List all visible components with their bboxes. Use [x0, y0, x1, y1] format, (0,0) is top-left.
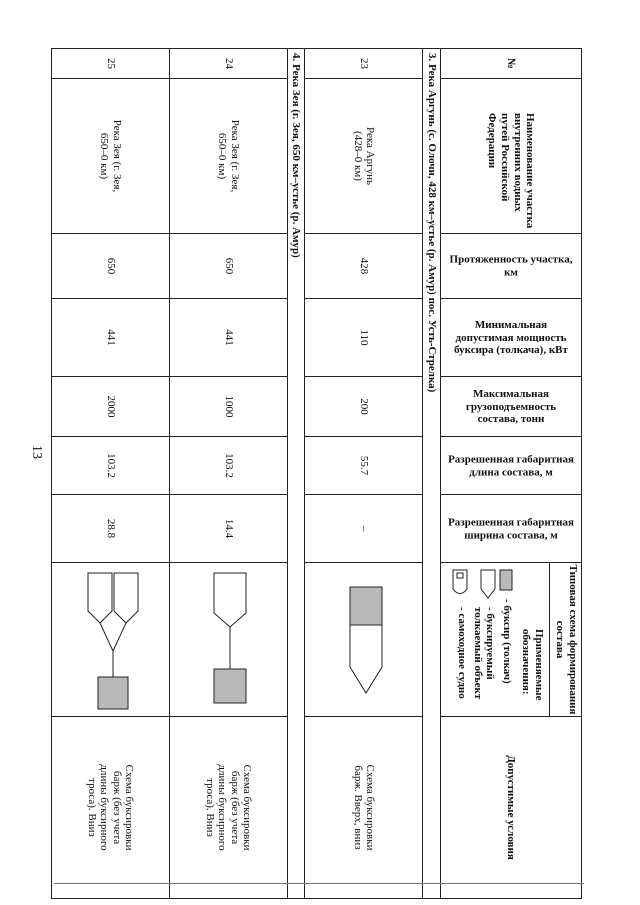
row-length: 650 — [51, 234, 169, 299]
push-scheme-diagram — [305, 563, 423, 717]
push-scheme-svg — [342, 567, 390, 717]
tug-block — [350, 587, 382, 625]
col-scheme-header — [441, 563, 582, 717]
row-length: 650 — [169, 234, 287, 299]
col-capacity-header: Максимальная грузоподъемность состава, тонн — [441, 377, 582, 437]
legend-item-barge: - буксируемый толкаемый объект — [471, 569, 496, 710]
row-length: 428 — [305, 234, 423, 299]
row-capacity: 2000 — [51, 377, 169, 437]
table-row — [305, 49, 423, 899]
row-name: Река Зея (г. Зея, 650–0 км) — [169, 79, 287, 234]
page-number: 13 — [29, 445, 44, 459]
header-row — [441, 49, 582, 899]
row-power: 441 — [169, 299, 287, 377]
row-max-width: 14.4 — [169, 495, 287, 563]
row-no: 25 — [51, 49, 169, 79]
section-title: 3. Река Аргунь (с. Олочи, 428 км–устье (р. Амур) пос. Усть-Стрелка) — [423, 49, 441, 899]
tow-rope-right — [100, 623, 113, 651]
row-max-width: – — [305, 495, 423, 563]
page-bottom-rule — [54, 883, 584, 884]
legend-item-tug: - буксир (толкач) — [499, 569, 513, 710]
section-row — [423, 49, 441, 899]
tow-two-scheme-diagram — [51, 563, 169, 717]
row-name: Река Аргунь (428–0 км) — [305, 79, 423, 234]
barge-shape-right — [88, 573, 112, 623]
section-row — [287, 49, 305, 899]
col-max-width-header: Разрешенная габаритная ширина состава, м — [441, 495, 582, 563]
towing-schemes-table — [51, 48, 582, 899]
tow-one-scheme-diagram — [169, 563, 287, 717]
row-conditions: Схема буксировки барж (без учета длины буксирного троса). Вниз — [169, 717, 287, 899]
table-row — [169, 49, 287, 899]
row-capacity: 1000 — [169, 377, 287, 437]
row-power: 110 — [305, 299, 423, 377]
barge-icon — [480, 569, 496, 599]
tow-rope-left — [113, 623, 126, 651]
table-row — [51, 49, 169, 899]
col-max-length-header: Разрешенная габаритная длина состава, м — [441, 437, 582, 495]
row-capacity: 200 — [305, 377, 423, 437]
self-propelled-vessel-icon — [452, 569, 468, 599]
row-no: 23 — [305, 49, 423, 79]
tow-one-scheme-svg — [200, 567, 260, 717]
tug-block — [214, 669, 246, 703]
row-conditions: Схема буксировки барж (без учета длины буксирного троса). Вниз — [51, 717, 169, 899]
col-conditions-header: Допустимые условия — [441, 717, 582, 899]
rotated-table-wrapper — [60, 48, 582, 898]
row-max-length: 103.2 — [169, 437, 287, 495]
row-name: Река Зея (г. Зея, 650–0 км) — [51, 79, 169, 234]
barge-shape-left — [114, 573, 138, 623]
legend-item-self-propelled: - самоходное судно — [452, 569, 468, 710]
row-power: 441 — [51, 299, 169, 377]
col-no-header: № — [441, 49, 582, 79]
section-title: 4. Река Зея (г. Зея, 650 км–устье (р. Амур) — [287, 49, 305, 899]
row-conditions: Схема буксировки барж. Вверх, вниз — [305, 717, 423, 899]
row-max-length: 103.2 — [51, 437, 169, 495]
tug-block-icon — [499, 569, 513, 591]
tow-two-scheme-svg — [76, 567, 148, 717]
col-name-header: Наименование участка внутренних водных путей Российской Федерации — [441, 79, 582, 234]
barge-shape — [214, 573, 246, 627]
row-max-width: 28.8 — [51, 495, 169, 563]
row-max-length: 55.7 — [305, 437, 423, 495]
row-no: 24 — [169, 49, 287, 79]
barge-shape — [350, 625, 382, 693]
scheme-title: Типовая схема формирования состава — [549, 563, 581, 716]
legend-title: Применяемые обозначения: — [520, 629, 545, 701]
tug-block — [98, 677, 128, 709]
col-length-header: Протяженность участка, км — [441, 234, 582, 299]
col-power-header: Минимальная допустимая мощность буксира (толкача), кВт — [441, 299, 582, 377]
